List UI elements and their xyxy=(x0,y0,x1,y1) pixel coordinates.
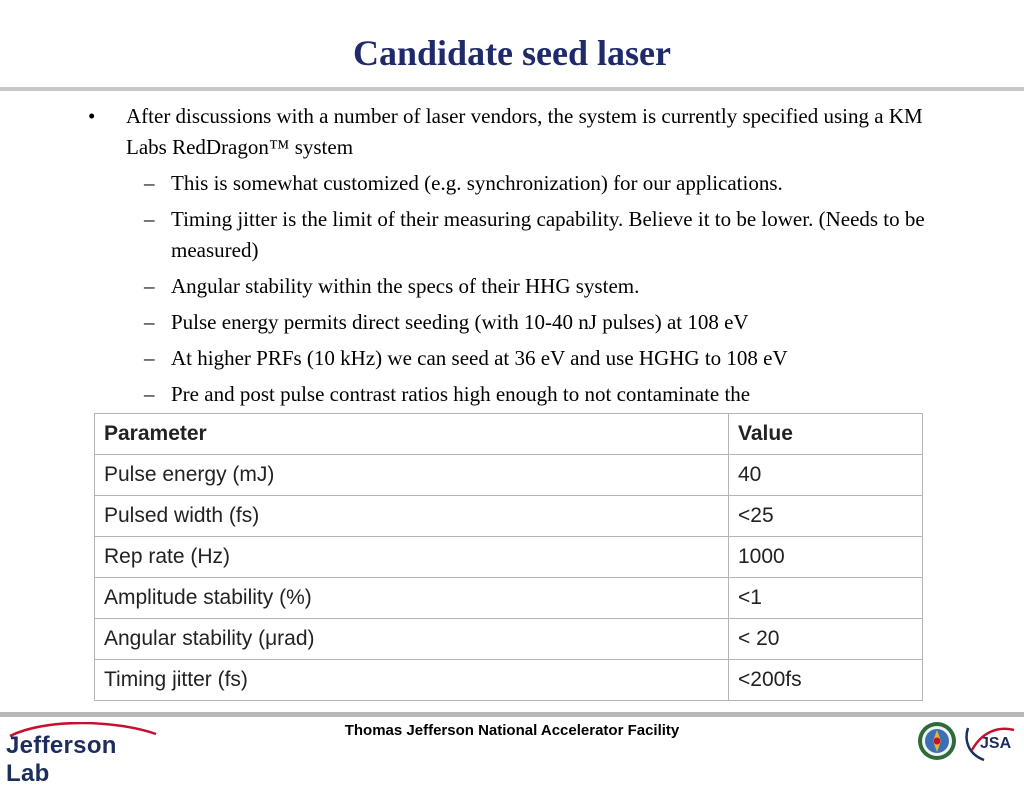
header-value: Value xyxy=(729,414,923,455)
table-header-row xyxy=(95,414,923,455)
footer-organization: Thomas Jefferson National Accelerator Facility xyxy=(344,722,680,739)
value-cell: <25 xyxy=(729,496,923,537)
dash-marker: – xyxy=(144,171,155,195)
sub-bullet-item xyxy=(88,307,938,338)
dash-marker: – xyxy=(144,310,155,334)
sub-bullet-text: Pulse energy permits direct seeding (with 10-40 nJ pulses) at 108 eV xyxy=(171,310,749,334)
table-row xyxy=(95,537,923,578)
parameter-cell: Angular stability (μrad) xyxy=(95,619,729,660)
sub-bullet-item xyxy=(88,343,938,374)
bullet-text: After discussions with a number of laser vendors, the system is currently specified using a KM Labs RedDragon™ system xyxy=(126,104,923,159)
parameter-table xyxy=(94,413,923,701)
doe-seal-icon xyxy=(917,721,957,761)
jsa-logo-text: JSA xyxy=(980,735,1012,752)
value-cell: < 20 xyxy=(729,619,923,660)
parameter-table-container xyxy=(94,413,923,703)
table-row xyxy=(95,496,923,537)
dash-marker: – xyxy=(144,207,155,231)
sub-bullet-text: Pre and post pulse contrast ratios high enough to not contaminate the xyxy=(171,382,751,406)
sub-bullet-text: This is somewhat customized (e.g. synchronization) for our applications. xyxy=(171,171,783,195)
sub-bullet-item xyxy=(88,271,938,302)
sub-bullet-item xyxy=(88,379,938,410)
slide-title: Candidate seed laser xyxy=(353,33,671,73)
bullet-marker: • xyxy=(88,104,96,128)
parameter-cell: Amplitude stability (%) xyxy=(95,578,729,619)
dash-marker: – xyxy=(144,382,155,406)
dash-marker: – xyxy=(144,346,155,370)
footer-divider xyxy=(0,712,1024,717)
logo-wordmark: Jefferson Lab xyxy=(6,732,117,787)
table-row xyxy=(95,455,923,496)
sub-bullet-item xyxy=(88,168,938,199)
dash-marker: – xyxy=(144,274,155,298)
sub-bullet-item xyxy=(88,204,938,266)
title-divider xyxy=(0,87,1024,91)
parameter-cell: Pulsed width (fs) xyxy=(95,496,729,537)
jsa-logo-icon xyxy=(962,720,1020,764)
value-cell: <1 xyxy=(729,578,923,619)
header-parameter: Parameter xyxy=(95,414,729,455)
parameter-cell: Timing jitter (fs) xyxy=(95,660,729,701)
bullet-list xyxy=(88,101,938,412)
sub-bullet-text: Angular stability within the specs of their HHG system. xyxy=(171,274,640,298)
table-row xyxy=(95,578,923,619)
parameter-cell: Rep rate (Hz) xyxy=(95,537,729,578)
sub-bullet-text: At higher PRFs (10 kHz) we can seed at 36 eV and use HGHG to 108 eV xyxy=(171,346,788,370)
value-cell: 40 xyxy=(729,455,923,496)
value-cell: 1000 xyxy=(729,537,923,578)
sub-bullet-text: Timing jitter is the limit of their measuring capability. Believe it to be lower. (Needs to be measured) xyxy=(171,207,925,262)
bullet-item xyxy=(88,101,938,163)
parameter-cell: Pulse energy (mJ) xyxy=(95,455,729,496)
table-row xyxy=(95,619,923,660)
table-row xyxy=(95,660,923,701)
value-cell: <200fs xyxy=(729,660,923,701)
